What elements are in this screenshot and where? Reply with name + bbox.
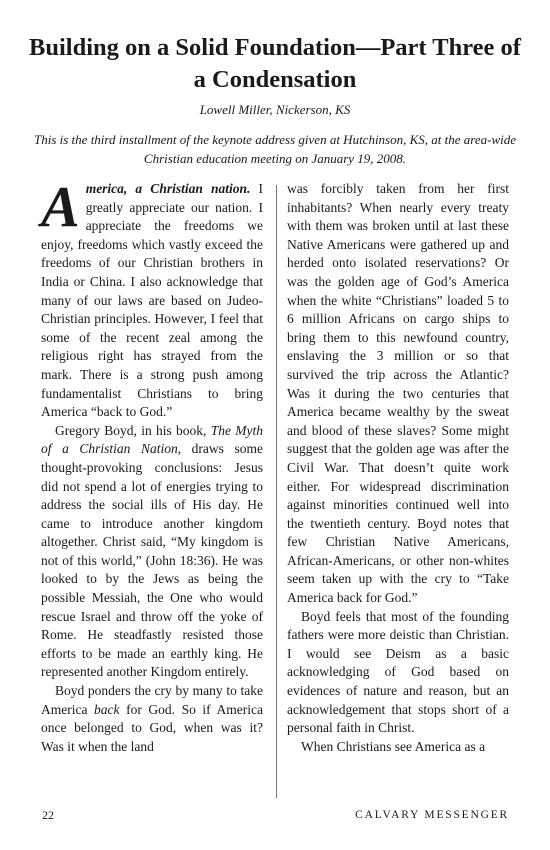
paragraph-text: I greatly appreciate our nation. I appreciate the freedoms we enjoy, freedoms which vastly exceed the freedoms of our Christian brothers in India or China. I also acknowledge that many of our laws are based on Judeo-Christian principles. However, I feel that some of the recent zeal among the religious right has strayed from the mark. There is a strong push among fundamentalist Christians to bring America “back to God.”: [41, 181, 263, 420]
lead-in: merica, a Christian nation.: [85, 181, 251, 196]
text-column-left: [41, 174, 263, 756]
magazine-name: CALVARY MESSENGER: [355, 809, 509, 821]
text-column-right: [287, 180, 509, 756]
column-divider: [276, 185, 277, 798]
page-number: 22: [42, 808, 54, 822]
book-title: The Myth of a Christian Nation,: [41, 422, 263, 457]
paragraph: [41, 174, 263, 422]
emphasis: back: [94, 701, 120, 717]
paragraph: Boyd feels that most of the founding fathers were more deistic than Christian. I would see Deism as a basic acknowledging of God based on evidences of nature and reason, but an acknowledgement that stops short of a personal faith in Christ.: [287, 608, 509, 736]
paragraph: [41, 682, 263, 756]
drop-cap: A: [41, 174, 80, 239]
article-title: Building on a Solid Foundation—Part Three of a Condensation: [29, 34, 521, 93]
paragraph: When Christians see America as a: [301, 738, 486, 754]
paragraph-text: draws some thought-provoking conclusions: Jesus did not spend a lot of energies trying to address the social ills of His day. He came to introduce another kingdom altogether. Christ said, “My kingdom is not of this world,” (John 18:36). He was looked to by the Jews as being the possible Messiah, the One who would rescue Israel and throw off the yoke of Rome. He steadfastly resisted those efforts to be made an earthly king. He represented another Kingdom entirely.: [41, 441, 263, 680]
paragraph-text: Gregory Boyd, in his book,: [55, 422, 211, 438]
author-line: Lowell Miller, Nickerson, KS: [199, 102, 351, 117]
intro-note: This is the third installment of the keynote address given at Hutchinson, KS, at the area-wide Christian education meeting on January 19, 2008.: [33, 132, 517, 166]
paragraph-text: for God. So if America once belonged to God, when was it? Was it when the land: [41, 701, 263, 754]
paragraph-text: Boyd ponders the cry by many to take America: [41, 683, 263, 717]
paragraph: [41, 422, 263, 682]
paragraph: was forcibly taken from her first inhabitants? When nearly every treaty with them was broken until at last these Native Americans were gathered up and herded onto isolated reservations? Or was the golden age of God’s America when the white “Christians” loaded 5 to 6 million Africans on cargo ships to bring them to this newfound country, enslaving the 3 million or so that survived the trip across the Atlantic? Was it during the two centuries that America became wealthy by the sweat and blood of these slaves? Some might suggest that the golden age was after the Civil War. That doesn’t quite work either. For widespread discrimination against minorities continued well into the twentieth century. Boyd notes that few Christian Native Americans, African-Americans, or other non-whites seem taken up with the cry to “Take America back for God.”: [287, 181, 509, 606]
